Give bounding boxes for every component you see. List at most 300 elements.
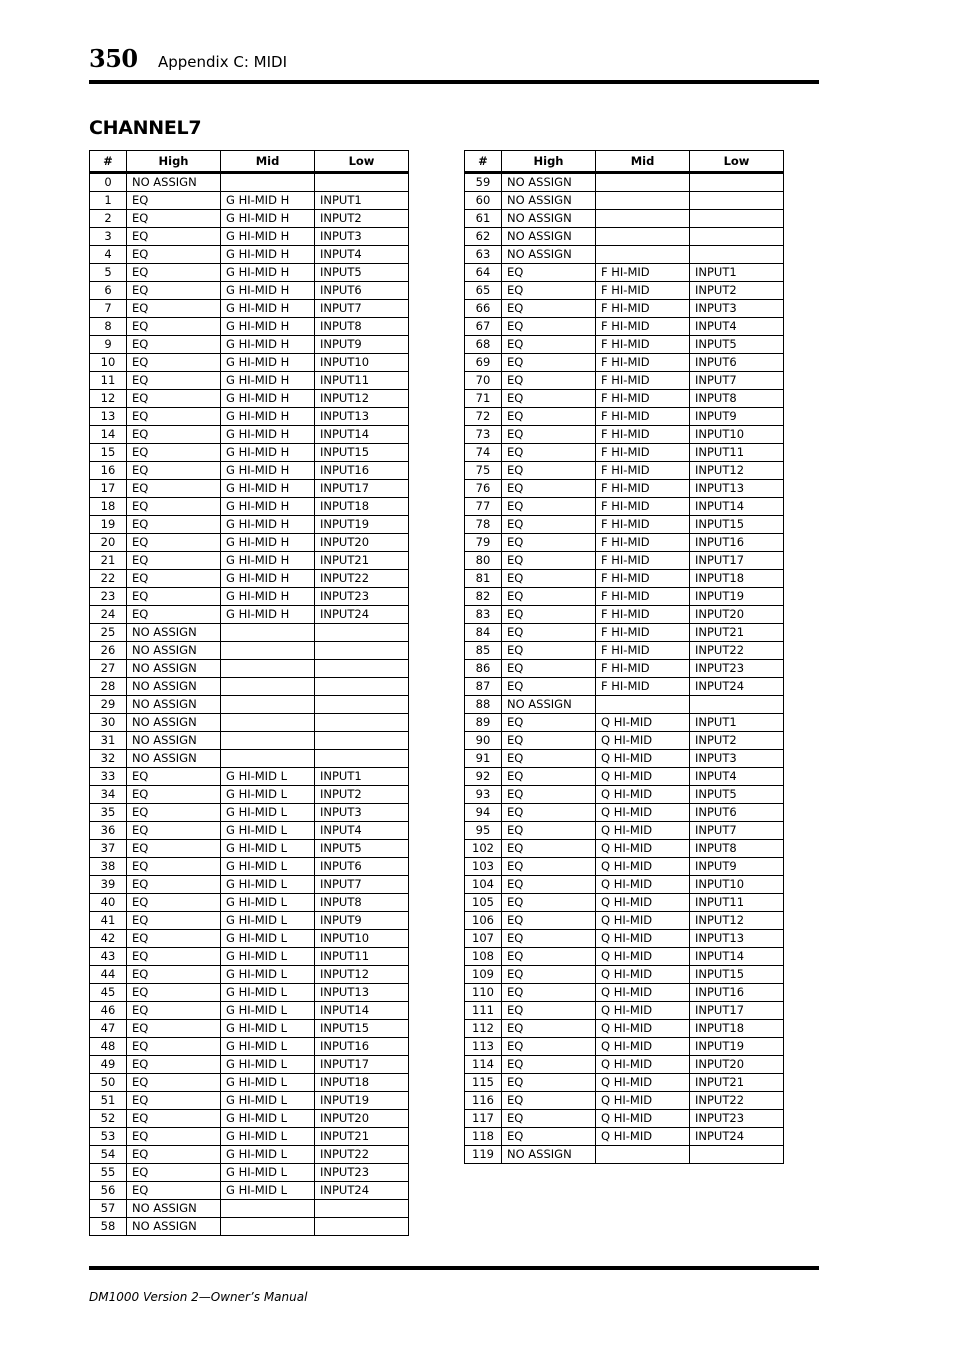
table-row [90,804,409,822]
cell-number: 48 [90,1038,127,1056]
cell-number: 85 [465,642,502,660]
cell-low: INPUT22 [690,1092,784,1110]
cell-high: EQ [127,390,221,408]
cell-mid: Q HI-MID [596,948,690,966]
cell-mid: G HI-MID H [221,426,315,444]
cell-number: 95 [465,822,502,840]
table-row [465,282,784,300]
cell-low: INPUT3 [690,750,784,768]
cell-mid [221,696,315,714]
table-row [465,210,784,228]
cell-high: EQ [127,570,221,588]
table-row [465,354,784,372]
cell-low: INPUT13 [315,984,409,1002]
cell-low: INPUT16 [690,534,784,552]
cell-high: EQ [502,462,596,480]
cell-high: NO ASSIGN [502,1146,596,1164]
cell-high: EQ [127,786,221,804]
cell-number: 55 [90,1164,127,1182]
table-row [465,390,784,408]
cell-high: EQ [127,606,221,624]
cell-number: 78 [465,516,502,534]
table-row [90,786,409,804]
table-row [90,1110,409,1128]
table-row [465,408,784,426]
cell-low: INPUT6 [315,282,409,300]
cell-mid: Q HI-MID [596,912,690,930]
cell-high: EQ [127,516,221,534]
table-row [465,300,784,318]
cell-low: INPUT10 [690,426,784,444]
cell-mid: Q HI-MID [596,1056,690,1074]
cell-high: NO ASSIGN [127,1218,221,1236]
cell-low: INPUT1 [315,768,409,786]
cell-low: INPUT23 [315,1164,409,1182]
cell-mid [596,228,690,246]
cell-high: EQ [127,354,221,372]
cell-number: 8 [90,318,127,336]
section-title: CHANNEL7 [89,117,202,139]
cell-number: 9 [90,336,127,354]
table-row [465,732,784,750]
cell-mid: Q HI-MID [596,750,690,768]
table-row [465,1038,784,1056]
cell-mid: G HI-MID L [221,894,315,912]
cell-low [315,642,409,660]
cell-low: INPUT15 [690,966,784,984]
cell-number: 5 [90,264,127,282]
cell-low: INPUT14 [315,1002,409,1020]
cell-number: 66 [465,300,502,318]
cell-number: 74 [465,444,502,462]
cell-high: EQ [127,534,221,552]
column-header-mid: Mid [221,151,315,173]
cell-high: EQ [502,1002,596,1020]
cell-low: INPUT17 [690,1002,784,1020]
cell-mid: Q HI-MID [596,1002,690,1020]
cell-high: EQ [502,642,596,660]
cell-mid: G HI-MID H [221,552,315,570]
cell-mid: Q HI-MID [596,840,690,858]
cell-number: 39 [90,876,127,894]
cell-low: INPUT11 [315,372,409,390]
table-row [465,768,784,786]
cell-low: INPUT17 [690,552,784,570]
chapter-title: Appendix C: MIDI [158,53,288,71]
cell-high: EQ [502,282,596,300]
cell-high: EQ [502,552,596,570]
cell-mid: G HI-MID H [221,570,315,588]
cell-low: INPUT8 [315,318,409,336]
cell-mid: F HI-MID [596,588,690,606]
cell-number: 24 [90,606,127,624]
cell-mid: Q HI-MID [596,1110,690,1128]
cell-high: EQ [127,1164,221,1182]
cell-number: 1 [90,192,127,210]
table-row [465,642,784,660]
table-row [90,696,409,714]
cell-high: EQ [502,1056,596,1074]
cell-high: NO ASSIGN [127,642,221,660]
table-row [465,804,784,822]
cell-number: 42 [90,930,127,948]
cell-mid: F HI-MID [596,570,690,588]
cell-low: INPUT1 [690,264,784,282]
cell-high: EQ [127,1056,221,1074]
cell-high: EQ [502,408,596,426]
cell-high: EQ [502,444,596,462]
table-row [465,372,784,390]
cell-high: NO ASSIGN [502,173,596,192]
table-row [90,1182,409,1200]
cell-low: INPUT12 [690,912,784,930]
cell-high: EQ [127,372,221,390]
cell-mid: G HI-MID H [221,300,315,318]
table-row [90,966,409,984]
cell-high: EQ [502,318,596,336]
cell-low [690,228,784,246]
cell-mid: Q HI-MID [596,1092,690,1110]
cell-mid: G HI-MID H [221,588,315,606]
cell-high: EQ [127,1038,221,1056]
cell-number: 84 [465,624,502,642]
midi-table-right [464,150,784,1164]
cell-number: 36 [90,822,127,840]
table-header-row [90,151,409,173]
cell-mid: Q HI-MID [596,1128,690,1146]
cell-low: INPUT24 [315,606,409,624]
cell-number: 31 [90,732,127,750]
table-row [465,858,784,876]
cell-mid: G HI-MID H [221,606,315,624]
cell-number: 28 [90,678,127,696]
cell-high: EQ [502,372,596,390]
cell-high: NO ASSIGN [127,696,221,714]
cell-low: INPUT24 [315,1182,409,1200]
cell-number: 87 [465,678,502,696]
cell-low: INPUT22 [315,570,409,588]
table-row [465,480,784,498]
cell-low: INPUT22 [690,642,784,660]
cell-mid: Q HI-MID [596,768,690,786]
cell-low: INPUT4 [315,246,409,264]
table-row [90,210,409,228]
cell-mid: G HI-MID L [221,876,315,894]
cell-mid: F HI-MID [596,498,690,516]
table-row [90,390,409,408]
table-row [465,1128,784,1146]
cell-number: 81 [465,570,502,588]
cell-high: EQ [502,300,596,318]
cell-high: EQ [502,894,596,912]
cell-high: NO ASSIGN [502,228,596,246]
cell-number: 29 [90,696,127,714]
cell-mid: Q HI-MID [596,714,690,732]
cell-number: 18 [90,498,127,516]
cell-number: 61 [465,210,502,228]
table-row [465,966,784,984]
cell-number: 45 [90,984,127,1002]
table-row [90,588,409,606]
cell-high: NO ASSIGN [127,678,221,696]
cell-high: EQ [127,246,221,264]
table-row [465,228,784,246]
table-row [90,480,409,498]
cell-number: 82 [465,588,502,606]
table-row [90,1056,409,1074]
cell-low: INPUT3 [315,228,409,246]
cell-high: EQ [127,588,221,606]
cell-high: EQ [502,660,596,678]
cell-high: EQ [127,300,221,318]
cell-mid: G HI-MID H [221,444,315,462]
cell-number: 71 [465,390,502,408]
table-row [465,678,784,696]
cell-mid: G HI-MID L [221,1128,315,1146]
table-row [90,408,409,426]
cell-number: 69 [465,354,502,372]
cell-number: 106 [465,912,502,930]
cell-mid [221,624,315,642]
table-row [90,1128,409,1146]
cell-mid: F HI-MID [596,372,690,390]
column-header-high: High [502,151,596,173]
cell-high: EQ [502,516,596,534]
cell-mid: G HI-MID L [221,840,315,858]
cell-mid: G HI-MID H [221,228,315,246]
cell-mid: Q HI-MID [596,1020,690,1038]
cell-low: INPUT7 [690,372,784,390]
table-row [465,426,784,444]
cell-high: NO ASSIGN [127,714,221,732]
table-row [465,1110,784,1128]
cell-mid: G HI-MID H [221,372,315,390]
cell-low: INPUT23 [690,660,784,678]
cell-mid: Q HI-MID [596,822,690,840]
cell-low: INPUT4 [690,318,784,336]
cell-mid: F HI-MID [596,426,690,444]
cell-number: 110 [465,984,502,1002]
cell-low: INPUT7 [690,822,784,840]
cell-high: EQ [127,822,221,840]
cell-number: 17 [90,480,127,498]
cell-number: 117 [465,1110,502,1128]
cell-low: INPUT5 [690,336,784,354]
cell-low: INPUT13 [690,930,784,948]
cell-number: 6 [90,282,127,300]
cell-low: INPUT15 [315,1020,409,1038]
cell-low: INPUT10 [690,876,784,894]
cell-low: INPUT11 [690,894,784,912]
cell-high: EQ [502,1110,596,1128]
cell-high: EQ [127,948,221,966]
cell-low: INPUT5 [315,264,409,282]
cell-high: EQ [502,390,596,408]
cell-mid: F HI-MID [596,624,690,642]
table-row [465,606,784,624]
cell-mid: G HI-MID L [221,966,315,984]
cell-low: INPUT4 [690,768,784,786]
cell-mid: G HI-MID L [221,786,315,804]
cell-high: EQ [502,786,596,804]
cell-high: EQ [502,714,596,732]
cell-number: 2 [90,210,127,228]
cell-mid: Q HI-MID [596,930,690,948]
cell-low: INPUT12 [315,966,409,984]
cell-mid [221,750,315,768]
cell-mid: Q HI-MID [596,786,690,804]
cell-number: 12 [90,390,127,408]
table-row [90,444,409,462]
column-header-number: # [465,151,502,173]
cell-number: 64 [465,264,502,282]
cell-low: INPUT21 [315,552,409,570]
cell-low: INPUT14 [315,426,409,444]
cell-number: 67 [465,318,502,336]
cell-number: 92 [465,768,502,786]
cell-low: INPUT9 [315,336,409,354]
cell-low: INPUT20 [690,606,784,624]
table-row [465,750,784,768]
table-row [465,173,784,192]
cell-high: EQ [127,840,221,858]
cell-number: 44 [90,966,127,984]
cell-number: 65 [465,282,502,300]
cell-mid: F HI-MID [596,660,690,678]
cell-number: 76 [465,480,502,498]
cell-number: 54 [90,1146,127,1164]
table-row [90,173,409,192]
cell-number: 93 [465,786,502,804]
cell-low: INPUT6 [690,354,784,372]
cell-mid: Q HI-MID [596,1038,690,1056]
cell-mid: F HI-MID [596,678,690,696]
cell-number: 112 [465,1020,502,1038]
table-row [465,318,784,336]
cell-number: 20 [90,534,127,552]
cell-low: INPUT20 [315,1110,409,1128]
cell-mid: G HI-MID L [221,858,315,876]
cell-number: 33 [90,768,127,786]
table-row [90,228,409,246]
cell-low: INPUT2 [690,732,784,750]
cell-mid: G HI-MID L [221,984,315,1002]
table-row [465,588,784,606]
cell-number: 58 [90,1218,127,1236]
table-row [90,1038,409,1056]
cell-high: EQ [127,1002,221,1020]
table-row [465,1074,784,1092]
cell-high: EQ [127,426,221,444]
cell-high: EQ [127,984,221,1002]
cell-low: INPUT8 [690,840,784,858]
table-row [90,264,409,282]
cell-mid: G HI-MID H [221,516,315,534]
table-row [465,246,784,264]
footer-text: DM1000 Version 2—Owner’s Manual [89,1290,308,1304]
table-row [90,534,409,552]
cell-low: INPUT9 [690,408,784,426]
midi-table-left [89,150,409,1236]
table-row [90,930,409,948]
cell-high: EQ [127,1146,221,1164]
cell-low: INPUT2 [315,210,409,228]
cell-mid: G HI-MID H [221,462,315,480]
cell-high: EQ [127,894,221,912]
cell-low: INPUT13 [315,408,409,426]
cell-low [690,173,784,192]
cell-low: INPUT11 [690,444,784,462]
table-row [465,516,784,534]
cell-number: 60 [465,192,502,210]
cell-number: 21 [90,552,127,570]
cell-high: NO ASSIGN [502,210,596,228]
cell-high: EQ [502,858,596,876]
cell-mid [596,210,690,228]
cell-mid: G HI-MID L [221,1074,315,1092]
cell-number: 73 [465,426,502,444]
cell-mid: F HI-MID [596,642,690,660]
cell-number: 63 [465,246,502,264]
table-row [90,912,409,930]
cell-mid: F HI-MID [596,300,690,318]
table-row [90,858,409,876]
cell-number: 47 [90,1020,127,1038]
cell-high: EQ [502,534,596,552]
cell-number: 94 [465,804,502,822]
cell-mid: G HI-MID H [221,354,315,372]
cell-low: INPUT6 [315,858,409,876]
cell-high: EQ [502,588,596,606]
cell-number: 16 [90,462,127,480]
table-row [465,336,784,354]
cell-mid: Q HI-MID [596,984,690,1002]
cell-low [315,660,409,678]
cell-high: NO ASSIGN [502,192,596,210]
cell-high: EQ [127,264,221,282]
cell-mid: Q HI-MID [596,732,690,750]
cell-number: 41 [90,912,127,930]
cell-mid: F HI-MID [596,282,690,300]
cell-number: 75 [465,462,502,480]
table-row [90,876,409,894]
cell-mid: F HI-MID [596,462,690,480]
cell-number: 89 [465,714,502,732]
cell-low: INPUT5 [315,840,409,858]
cell-number: 7 [90,300,127,318]
cell-number: 57 [90,1200,127,1218]
cell-number: 68 [465,336,502,354]
cell-mid: F HI-MID [596,516,690,534]
cell-low: INPUT12 [315,390,409,408]
table-row [90,1164,409,1182]
cell-high: EQ [502,678,596,696]
cell-low: INPUT10 [315,354,409,372]
cell-number: 102 [465,840,502,858]
cell-high: EQ [502,732,596,750]
cell-number: 46 [90,1002,127,1020]
cell-low: INPUT20 [690,1056,784,1074]
table-row [465,696,784,714]
cell-mid: Q HI-MID [596,858,690,876]
cell-mid: G HI-MID H [221,408,315,426]
table-row [465,462,784,480]
cell-low [315,624,409,642]
page-number: 350 [89,44,138,73]
cell-low: INPUT22 [315,1146,409,1164]
cell-low: INPUT1 [315,192,409,210]
cell-low [315,1218,409,1236]
